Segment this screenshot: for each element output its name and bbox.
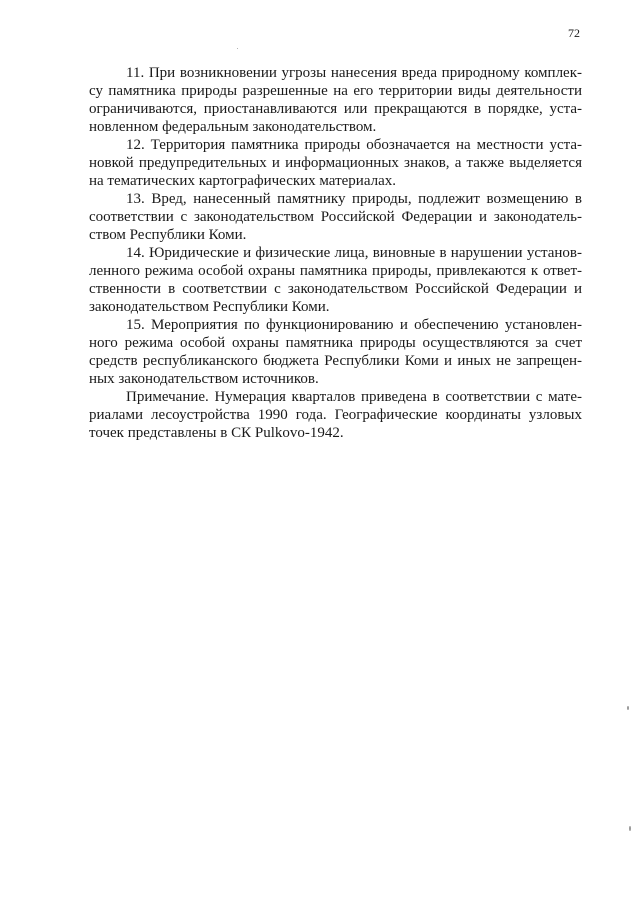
text-line: ством Республики Коми. [89, 227, 247, 243]
scan-speck [627, 706, 629, 710]
paragraph-14 [89, 244, 582, 316]
text-line: 11. При возникновении угрозы нанесения вреда природному комплек- [126, 65, 582, 81]
text-line: законодательством Республики Коми. [89, 299, 330, 315]
paragraph-15 [89, 316, 582, 388]
text-line: су памятника природы разрешенные на его территории виды деятельности [89, 83, 582, 99]
page-number: 72 [568, 26, 580, 40]
paragraph-12 [89, 136, 582, 190]
text-line: 13. Вред, нанесенный памятнику природы, подлежит возмещению в [126, 191, 582, 207]
note-paragraph [89, 388, 582, 442]
text-line: ного режима особой охраны памятника природы осуществляются за счет [89, 335, 582, 351]
text-line: новленном федеральным законодательством. [89, 119, 377, 135]
text-line: точек представлены в СК Pulkovo-1942. [89, 425, 344, 441]
document-body [89, 64, 582, 442]
text-line: средств республиканского бюджета Республики Коми и иных не запрещен- [89, 353, 582, 369]
text-line: 14. Юридические и физические лица, виновные в нарушении установ- [126, 245, 582, 261]
text-line: на тематических картографических материалах. [89, 173, 397, 189]
text-line: ограничиваются, приостанавливаются или прекращаются в порядке, уста- [89, 101, 582, 117]
text-line: ственности в соответствии с законодательством Российской Федерации и [89, 281, 582, 297]
text-line: новкой предупредительных и информационных знаков, а также выделяется [89, 155, 582, 171]
text-line: соответствии с законодательством Российской Федерации и законодатель- [89, 209, 582, 225]
scan-speck [237, 48, 238, 49]
text-line: 15. Мероприятия по функционированию и обеспечению установлен- [126, 317, 582, 333]
text-line: ленного режима особой охраны памятника природы, привлекаются к ответ- [89, 263, 582, 279]
text-line: ных законодательством источников. [89, 371, 319, 387]
scan-speck [629, 826, 631, 831]
text-line: Примечание. Нумерация кварталов приведена в соответствии с мате- [126, 389, 582, 405]
paragraph-11 [89, 64, 582, 136]
paragraph-13 [89, 190, 582, 244]
text-line: риалами лесоустройства 1990 года. Географические координаты узловых [89, 407, 582, 423]
text-line: 12. Территория памятника природы обозначается на местности уста- [126, 137, 582, 153]
